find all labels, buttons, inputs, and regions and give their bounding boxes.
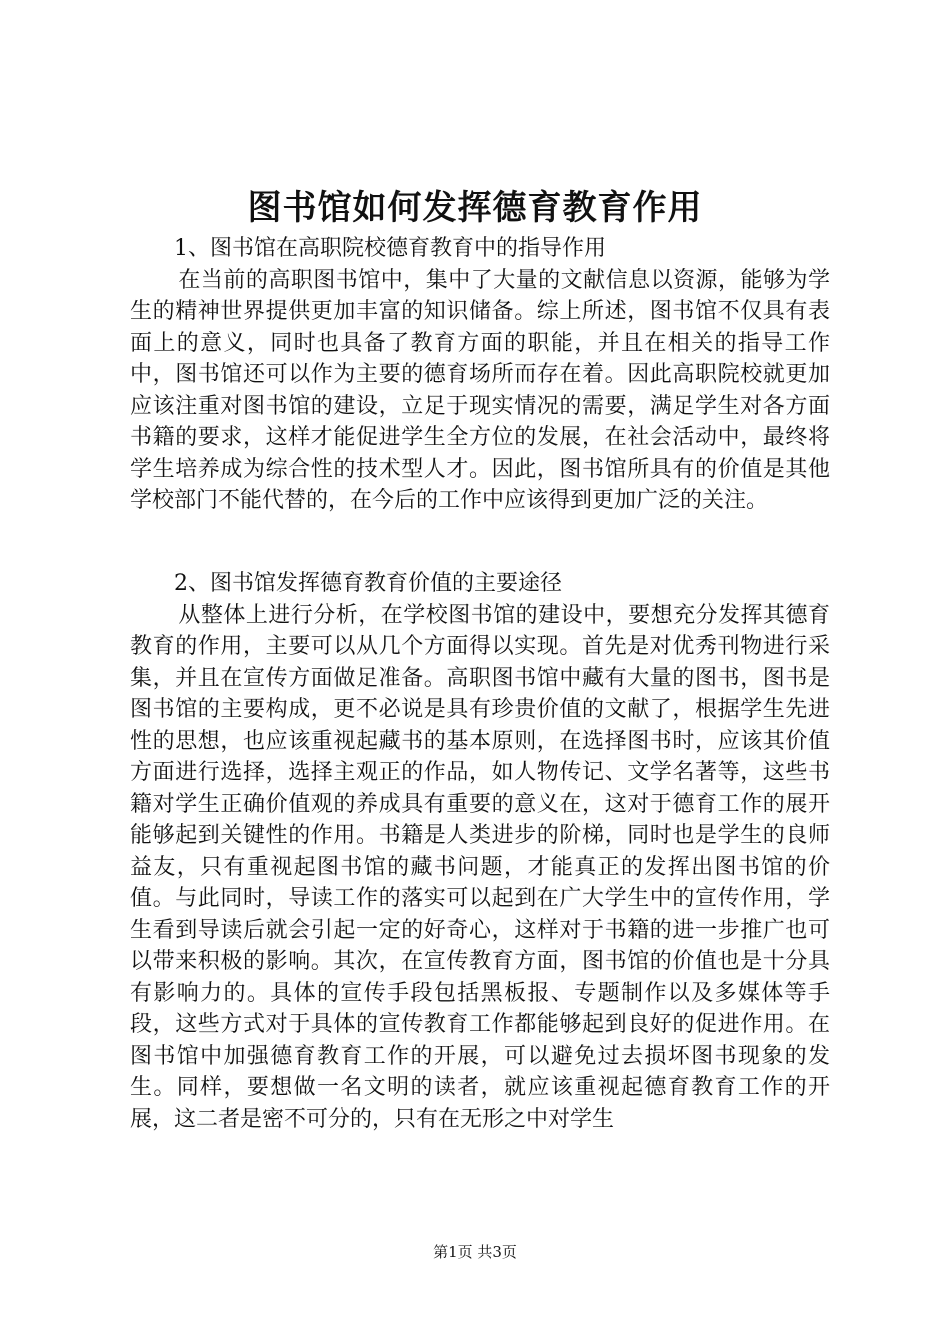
section-2-paragraph: 从整体上进行分析，在学校图书馆的建设中，要想充分发挥其德育教育的作用，主要可以从几个方面得以实现。首先是对优秀刊物进行采集，并且在宣传方面做足准备。高职图书馆中藏有大量的图书，图书是图书馆的主要构成，更不必说是具有珍贵价值的文献了，根据学生先进性的思想，也应该重视起藏书的基本原则，在选择图书时，应该其价值方面进行选择，选择主观正的作品，如人物传记、文学名著等，这些书籍对学生正确价值观的养成具有重要的意义在，这对于德育工作的展开能够起到关键性的作用。书籍是人类进步的阶梯，同时也是学生的良师益友，只有重视起图书馆的藏书问题，才能真正的发挥出图书馆的价值。与此同时，导读工作的落实可以起到在广大学生中的宣传作用，学生看到导读后就会引起一定的好奇心，这样对于书籍的进一步推广也可以带来积极的影响。其次，在宣传教育方面，图书馆的价值也是十分具有影响力的。具体的宣传手段包括黑板报、专题制作以及多媒体等手段，这些方式对于具体的宣传教育工作都能够起到良好的促进作用。在图书馆中加强德育教育工作的开展，可以避免过去损坏图书现象的发生。同样，要想做一名文明的读者，就应该重视起德育教育工作的开展，这二者是密不可分的，只有在无形之中对学生: [130, 602, 830, 1132]
section-2: [130, 568, 830, 1135]
page-footer: 第1页 共3页: [433, 1243, 517, 1261]
section-1: [130, 233, 830, 517]
document-title: 图书馆如何发挥德育教育作用: [247, 188, 703, 228]
section-1-heading: 1、图书馆在高职院校德育教育中的指导作用: [174, 236, 606, 261]
section-2-heading: 2、图书馆发挥德育教育价值的主要途径: [174, 571, 562, 596]
section-1-paragraph: 在当前的高职图书馆中，集中了大量的文献信息以资源，能够为学生的精神世界提供更加丰富的知识储备。综上所述，图书馆不仅具有表面上的意义，同时也具备了教育方面的职能，并且在相关的指导工作中，图书馆还可以作为主要的德育场所而存在着。因此高职院校就更加应该注重对图书馆的建设，立足于现实情况的需要，满足学生对各方面书籍的要求，这样才能促进学生全方位的发展，在社会活动中，最终将学生培养成为综合性的技术型人才。因此，图书馆所具有的价值是其他学校部门不能代替的，在今后的工作中应该得到更加广泛的关注。: [130, 267, 830, 513]
